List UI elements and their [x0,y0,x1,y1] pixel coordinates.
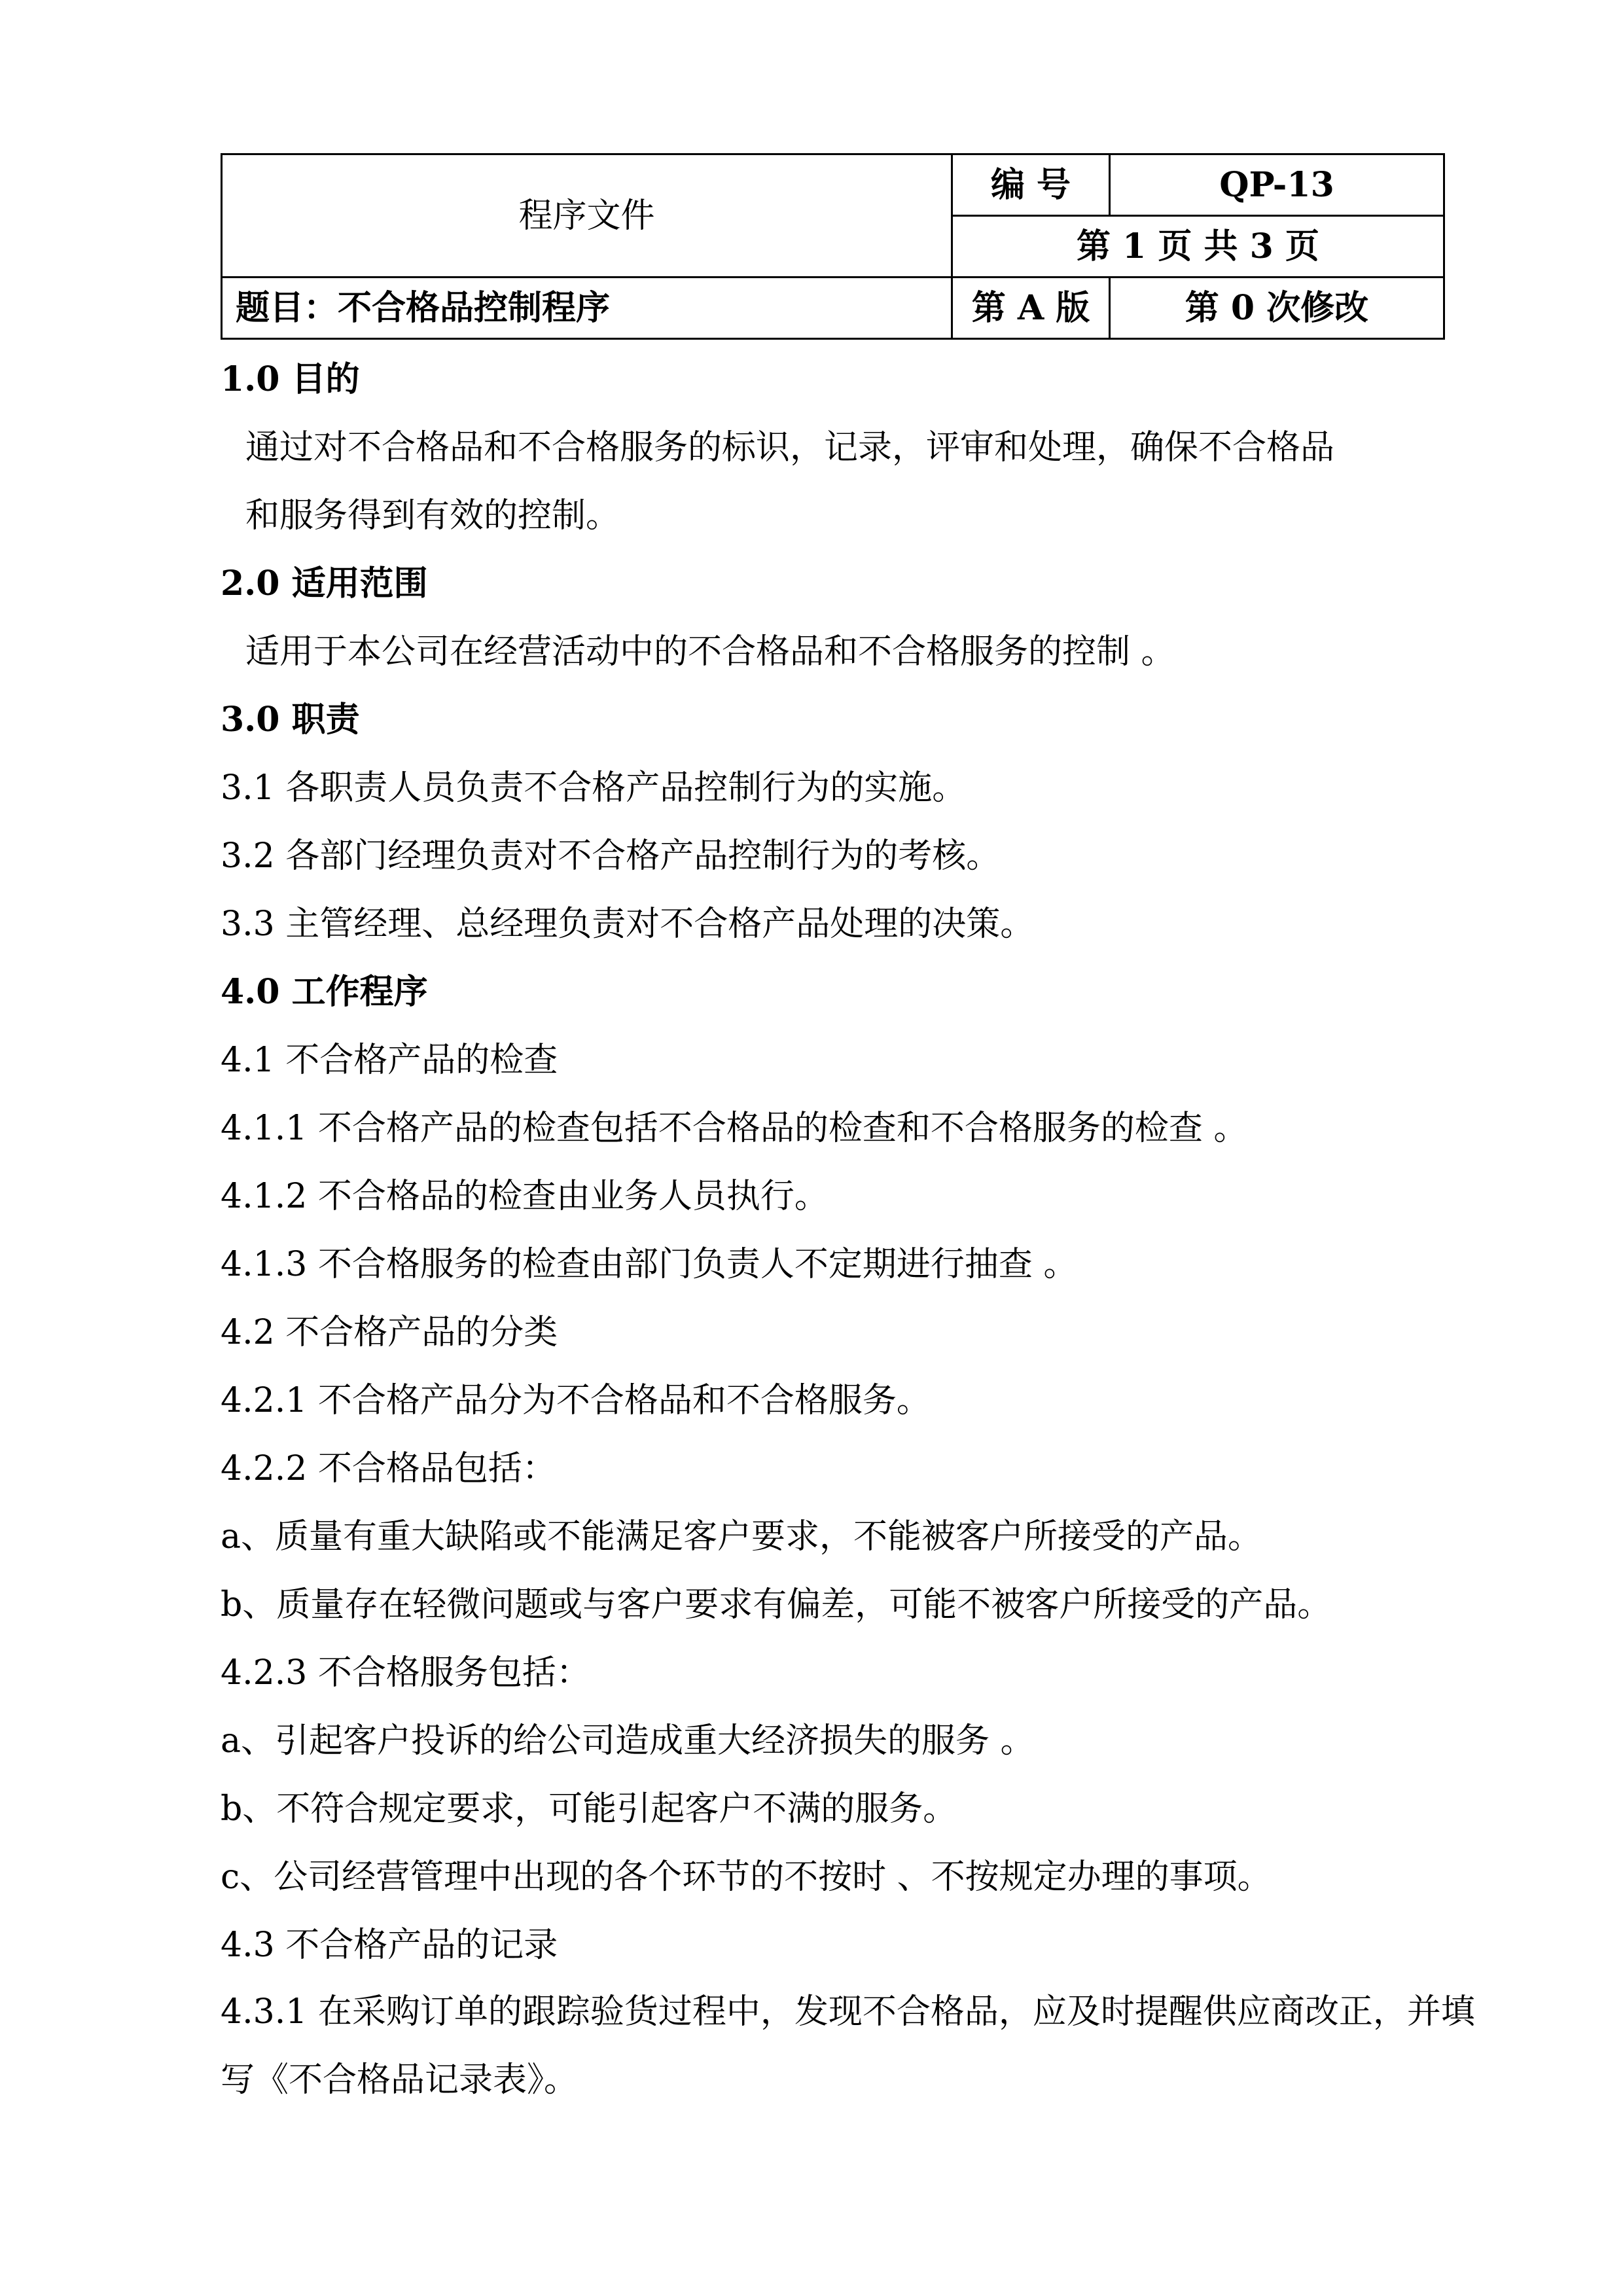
responsibility-3-1: 3.1 各职责人员负责不合格产品控制行为的实施。 [221,768,967,808]
section-heading-purpose: 1.0 目的 [221,359,360,399]
procedure-4-2-1: 4.2.1 不合格产品分为不合格品和不合格服务。 [221,1381,931,1420]
procedure-4-3: 4.3 不合格产品的记录 [221,1926,558,1965]
number-label-cell: 编 号 [952,154,1110,216]
procedure-4-2-2-b: b、质量存在轻微问题或与客户要求有偏差，可能不被客户所接受的产品。 [221,1585,1332,1624]
subject-cell: 题目：不合格品控制程序 [222,278,952,339]
procedure-4-1: 4.1 不合格产品的检查 [221,1041,558,1080]
procedure-4-1-2: 4.1.2 不合格品的检查由业务人员执行。 [221,1177,829,1216]
page-info-cell: 第 1 页 共 3 页 [952,216,1444,278]
purpose-body-line-1: 通过对不合格品和不合格服务的标识，记录，评审和处理，确保不合格品 [245,428,1335,467]
doc-type-cell: 程序文件 [222,154,952,278]
document-header-table [221,153,1445,340]
procedure-4-2-2-a: a、质量有重大缺陷或不能满足客户要求，不能被客户所接受的产品。 [221,1517,1262,1556]
section-heading-procedure: 4.0 工作程序 [221,972,428,1012]
procedure-4-2-3-a: a、引起客户投诉的给公司造成重大经济损失的服务 。 [221,1721,1035,1761]
revision-cell: 第 0 次修改 [1110,278,1444,339]
procedure-4-2-3-b: b、不符合规定要求，可能引起客户不满的服务。 [221,1789,957,1829]
section-heading-scope: 2.0 适用范围 [221,564,428,603]
procedure-4-2-2: 4.2.2 不合格品包括： [221,1449,556,1488]
scope-body: 适用于本公司在经营活动中的不合格品和不合格服务的控制 。 [245,632,1175,672]
procedure-4-2: 4.2 不合格产品的分类 [221,1313,558,1352]
section-heading-responsibilities: 3.0 职责 [221,700,360,740]
procedure-4-2-3: 4.2.3 不合格服务包括： [221,1653,590,1693]
responsibility-3-3: 3.3 主管经理、总经理负责对不合格产品处理的决策。 [221,905,1035,944]
edition-cell: 第 A 版 [952,278,1110,339]
procedure-4-3-1: 4.3.1 在采购订单的跟踪验货过程中，发现不合格品，应及时提醒供应商改正，并填写《不合格品记录表》。 [221,1992,1475,2100]
procedure-4-1-3: 4.1.3 不合格服务的检查由部门负责人不定期进行抽查 。 [221,1245,1078,1284]
number-value-cell: QP-13 [1110,154,1444,216]
procedure-4-1-1: 4.1.1 不合格产品的检查包括不合格品的检查和不合格服务的检查 。 [221,1109,1248,1148]
responsibility-3-2: 3.2 各部门经理负责对不合格产品控制行为的考核。 [221,836,1001,876]
procedure-4-2-3-c: c、公司经营管理中出现的各个环节的不按时 、不按规定办理的事项。 [221,1857,1272,1897]
purpose-body-line-2: 和服务得到有效的控制。 [245,496,620,535]
